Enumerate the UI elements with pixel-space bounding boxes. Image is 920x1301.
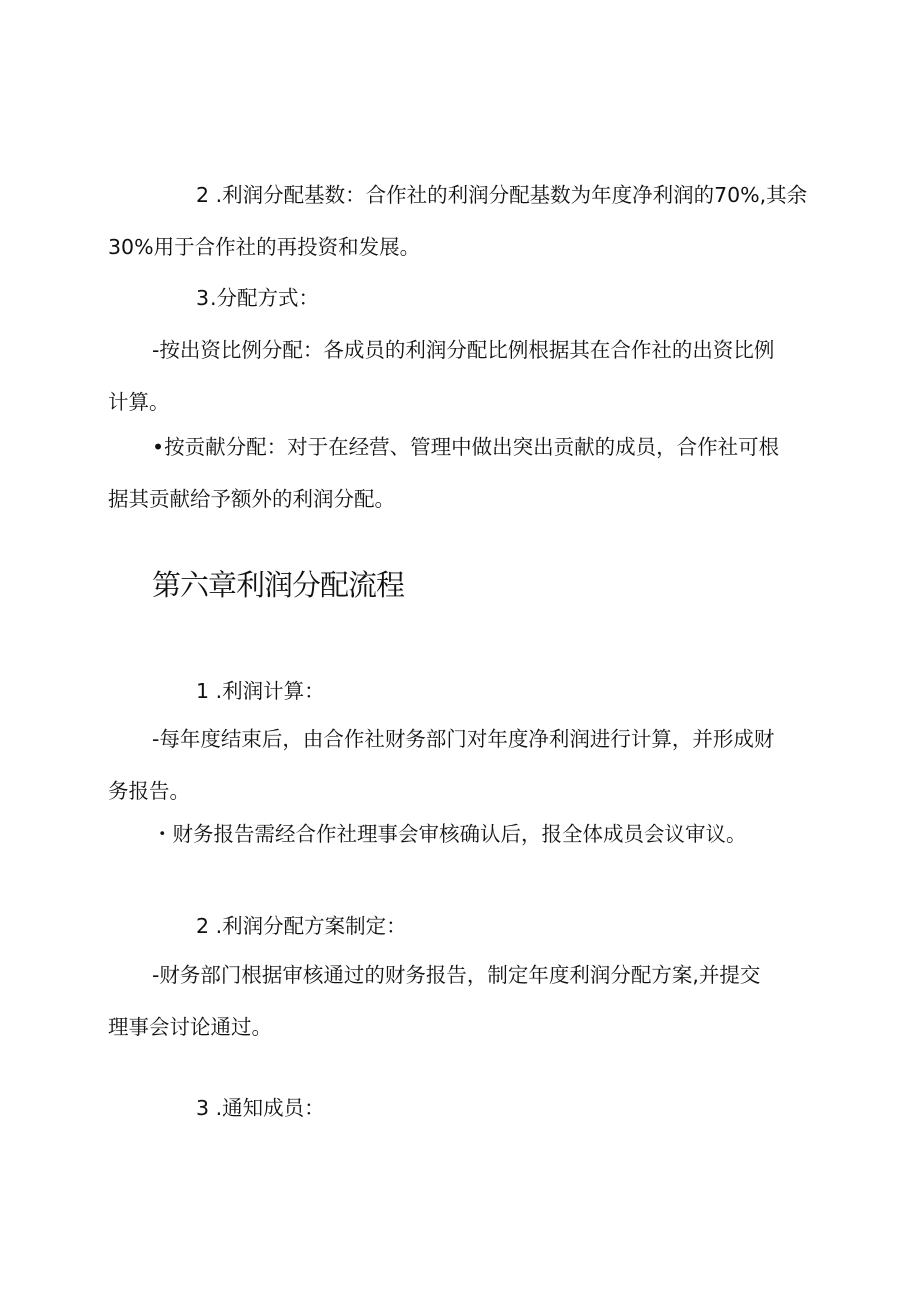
chapter6-item1 bbox=[108, 665, 814, 717]
chapter6-item2 bbox=[108, 900, 814, 952]
item-number: 1 bbox=[196, 679, 210, 703]
bullet-text: •按贡献分配：对于在经营、管理中做出突出贡献的成员，合作社可根 bbox=[152, 435, 780, 459]
section5-item3 bbox=[108, 272, 814, 324]
item-number: 3 bbox=[196, 1096, 210, 1120]
item-text: .利润分配基数：合作社的利润分配基数为年度净利润的70%,其余 bbox=[215, 183, 808, 207]
bullet-text: ・财务报告需经合作社理事会审核确认后，报全体成员会议审议。 bbox=[152, 822, 747, 846]
bullet-text-cont: 计算。 bbox=[108, 390, 170, 414]
item-number: 2 bbox=[196, 183, 210, 207]
item-text: .利润分配方案制定： bbox=[215, 914, 407, 938]
chapter6-item2-bullet1 bbox=[108, 949, 814, 1053]
item-text: .分配方式： bbox=[210, 286, 320, 310]
bullet-text: -每年度结束后，由合作社财务部门对年度净利润进行计算，并形成财 bbox=[152, 727, 775, 751]
chapter-title: 第六章利润分配流程 bbox=[152, 568, 405, 602]
chapter6-item1-bullet2 bbox=[108, 808, 814, 860]
chapter6-item1-bullet1 bbox=[108, 713, 814, 817]
bullet-text-cont: 务报告。 bbox=[108, 779, 190, 803]
item-text: .利润计算： bbox=[215, 679, 325, 703]
bullet-text-cont: 理事会讨论通过。 bbox=[108, 1015, 272, 1039]
bullet-text: -按出资比例分配：各成员的利润分配比例根据其在合作社的出资比例 bbox=[152, 338, 775, 362]
bullet-text-cont: 据其贡献给予额外的利润分配。 bbox=[108, 487, 395, 511]
item-text: .通知成员： bbox=[215, 1096, 325, 1120]
section5-bullet-contribution bbox=[108, 421, 814, 525]
section5-item2 bbox=[108, 169, 814, 273]
item-number: 3 bbox=[196, 286, 210, 310]
section5-bullet-capital bbox=[108, 324, 814, 428]
chapter6-item3 bbox=[108, 1082, 814, 1134]
bullet-text: -财务部门根据审核通过的财务报告，制定年度利润分配方案,并提交 bbox=[152, 963, 761, 987]
item-text-cont: 30%用于合作社的再投资和发展。 bbox=[108, 235, 421, 259]
item-number: 2 bbox=[196, 914, 210, 938]
